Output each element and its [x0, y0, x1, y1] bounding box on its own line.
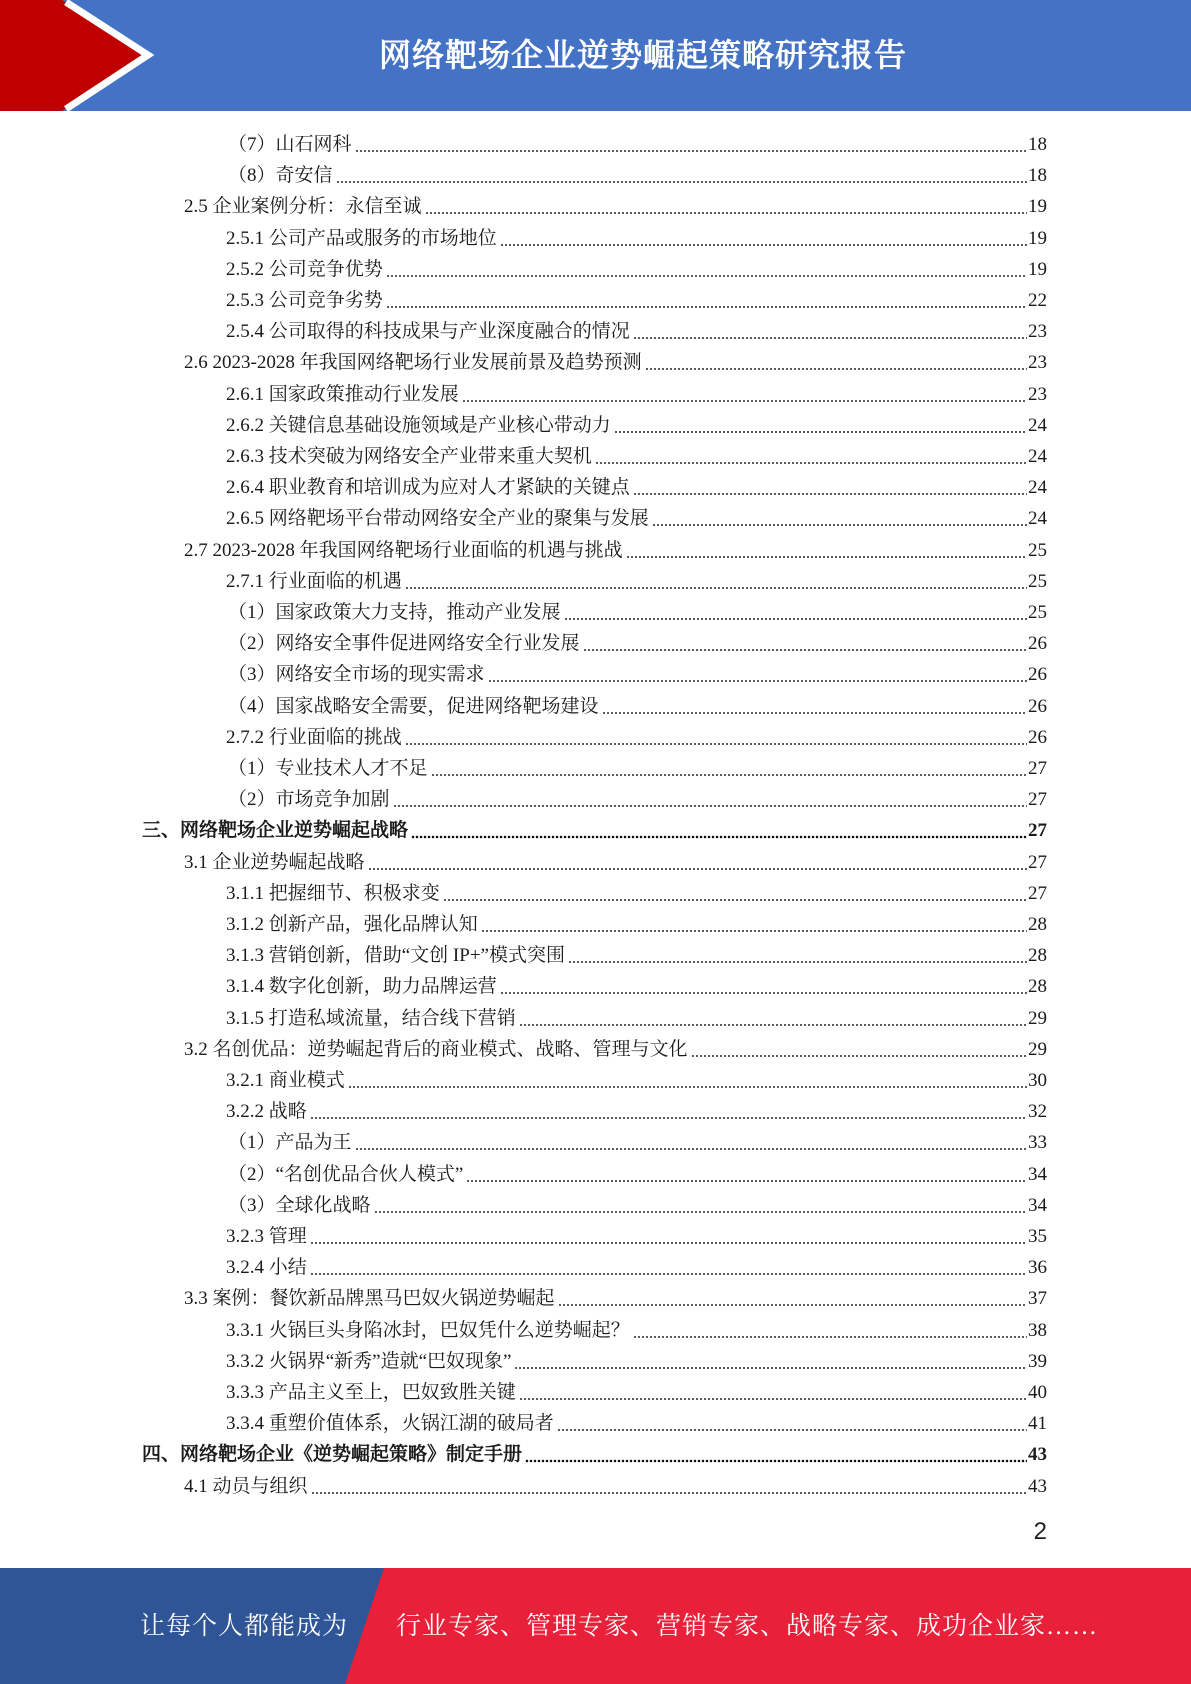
toc-entry-page: 28: [1028, 914, 1047, 935]
toc-entry-page: 37: [1028, 1288, 1047, 1310]
toc-dot-leader: [311, 1476, 1027, 1495]
toc-entry-title: 2.7.1 行业面临的机遇: [226, 570, 402, 592]
toc-dot-leader: [519, 1008, 1027, 1027]
toc-entry-title: 2.6.1 国家政策推动行业发展: [226, 383, 459, 405]
toc-entry-page: 34: [1028, 1163, 1047, 1185]
page-number: 2: [1033, 1518, 1047, 1545]
toc-entry-title: 2.5.2 公司竞争优势: [226, 258, 383, 280]
toc-entry[interactable]: [226, 1219, 1047, 1250]
toc-entry[interactable]: [142, 813, 1047, 844]
toc-dot-leader: [405, 571, 1027, 590]
toc-entry[interactable]: [226, 221, 1047, 252]
toc-entry-title: 3.2.2 战略: [226, 1101, 307, 1123]
toc-entry-title: 四、网络靶场企业《逆势崛起策略》制定手册: [142, 1444, 523, 1466]
toc-entry-title: 3.1 企业逆势崛起战略: [184, 851, 365, 873]
toc-entry-page: 24: [1028, 414, 1047, 436]
toc-dot-leader: [500, 228, 1027, 247]
toc-dot-leader: [374, 1195, 1027, 1214]
toc-dot-leader: [310, 1226, 1027, 1245]
toc-entry-page: 41: [1028, 1413, 1047, 1435]
toc-entry-title: 4.1 动员与组织: [184, 1475, 308, 1497]
toc-dot-leader: [411, 820, 1027, 839]
toc-entry[interactable]: [226, 1313, 1047, 1344]
toc-dot-leader: [405, 727, 1027, 746]
toc-entry-page: 24: [1028, 446, 1047, 467]
toc-entry-page: 23: [1028, 383, 1047, 405]
toc-entry[interactable]: [184, 845, 1047, 876]
toc-entry-title: 2.5.3 公司竞争劣势: [226, 290, 383, 311]
toc-entry[interactable]: [226, 283, 1047, 314]
toc-entry-page: 33: [1028, 1132, 1047, 1154]
toc-entry[interactable]: [226, 720, 1047, 751]
toc-entry-page: 25: [1028, 570, 1047, 592]
toc-entry-page: 26: [1028, 726, 1047, 748]
toc-entry-page: 29: [1028, 1007, 1047, 1029]
toc-entry-title: 3.2 名创优品：逆势崛起背后的商业模式、战略、管理与文化: [184, 1038, 688, 1060]
toc-entry[interactable]: [226, 1344, 1047, 1375]
toc-dot-leader: [462, 384, 1027, 403]
toc-dot-leader: [614, 415, 1027, 434]
toc-entry-title: 2.6.2 关键信息基础设施领域是产业核心带动力: [226, 414, 611, 436]
toc-entry-title: （4）国家战略安全需要，促进网络靶场建设: [228, 695, 599, 717]
toc-entry-page: 22: [1028, 290, 1047, 311]
toc-dot-leader: [633, 1320, 1027, 1339]
toc-entry-page: 27: [1028, 789, 1047, 811]
toc-entry[interactable]: [226, 377, 1047, 408]
toc-entry[interactable]: [226, 1375, 1047, 1406]
toc-dot-leader: [633, 321, 1027, 340]
toc-entry[interactable]: [226, 314, 1047, 345]
toc-entry[interactable]: [226, 907, 1047, 938]
toc-entry-title: 3.1.2 创新产品，强化品牌认知: [226, 914, 478, 935]
toc-entry-page: 39: [1028, 1350, 1047, 1372]
toc-entry-title: 3.1.5 打造私域流量，结合线下营销: [226, 1007, 516, 1029]
toc-dot-leader: [652, 508, 1027, 527]
toc-dot-leader: [355, 134, 1027, 153]
toc-entry-page: 38: [1028, 1319, 1047, 1341]
toc-entry-page: 43: [1028, 1475, 1047, 1497]
toc-entry[interactable]: [226, 1094, 1047, 1125]
toc-dot-leader: [557, 1413, 1027, 1432]
toc-dot-leader: [336, 165, 1027, 184]
toc-entry-page: 36: [1028, 1257, 1047, 1279]
toc-entry-title: 2.6.4 职业教育和培训成为应对人才紧缺的关键点: [226, 477, 630, 499]
toc-entry[interactable]: [228, 626, 1047, 657]
toc-entry-page: 24: [1028, 477, 1047, 499]
toc-entry-page: 32: [1028, 1101, 1047, 1123]
toc-entry-title: 3.3 案例：餐饮新品牌黑马巴奴火锅逆势崛起: [184, 1288, 555, 1310]
toc-entry[interactable]: [228, 782, 1047, 813]
toc-entry-title: 2.6.3 技术突破为网络安全产业带来重大契机: [226, 446, 592, 467]
toc-entry-page: 27: [1028, 758, 1047, 779]
toc-entry-page: 40: [1028, 1382, 1047, 1403]
report-header: [0, 0, 1191, 111]
toc-dot-leader: [425, 196, 1027, 215]
toc-entry[interactable]: [184, 1469, 1047, 1500]
toc-entry-title: 3.2.4 小结: [226, 1257, 307, 1279]
toc-dot-leader: [525, 1444, 1027, 1463]
toc-entry[interactable]: [226, 969, 1047, 1000]
report-title: 网络靶场企业逆势崛起策略研究报告: [378, 36, 907, 74]
toc-entry-page: 19: [1028, 258, 1047, 280]
toc-dot-leader: [348, 1070, 1027, 1089]
toc-entry-page: 23: [1028, 352, 1047, 374]
toc-entry-title: （1）专业技术人才不足: [228, 758, 428, 779]
toc-entry-title: 2.6.5 网络靶场平台带动网络安全产业的聚集与发展: [226, 508, 649, 530]
toc-dot-leader: [602, 696, 1027, 715]
toc-entry-title: 3.3.1 火锅巨头身陷冰封，巴奴凭什么逆势崛起？: [226, 1319, 630, 1341]
toc-dot-leader: [443, 883, 1027, 902]
toc-entry-title: （8）奇安信: [228, 165, 333, 187]
toc-entry[interactable]: [228, 751, 1047, 782]
toc-dot-leader: [431, 758, 1027, 777]
toc-entry-page: 27: [1028, 851, 1047, 873]
toc-dot-leader: [355, 1132, 1027, 1151]
toc-entry-title: 3.1.3 营销创新，借助“文创 IP+”模式突围: [226, 945, 565, 967]
toc-dot-leader: [386, 290, 1027, 309]
toc-entry-title: 2.7.2 行业面临的挑战: [226, 726, 402, 748]
toc-entry[interactable]: [184, 533, 1047, 564]
toc-entry[interactable]: [226, 501, 1047, 532]
toc-entry-title: 3.2.1 商业模式: [226, 1070, 345, 1091]
toc-entry[interactable]: [226, 876, 1047, 907]
toc-entry[interactable]: [228, 127, 1047, 158]
toc-entry-title: （2）“名创优品合伙人模式”: [228, 1163, 464, 1185]
toc-entry[interactable]: [226, 1250, 1047, 1281]
toc-entry-page: 34: [1028, 1194, 1047, 1216]
toc-entry-title: （1）国家政策大力支持，推动产业发展: [228, 602, 561, 623]
toc-entry-title: 3.1.4 数字化创新，助力品牌运营: [226, 976, 497, 998]
toc-entry-page: 28: [1028, 976, 1047, 998]
toc-entry-title: 2.5.4 公司取得的科技成果与产业深度融合的情况: [226, 321, 630, 343]
footer-slogan-left: 让每个人都能成为: [140, 1613, 349, 1640]
toc-dot-leader: [500, 976, 1027, 995]
toc-entry[interactable]: [184, 345, 1047, 376]
toc-entry-page: 26: [1028, 633, 1047, 655]
toc-entry-title: （3）网络安全市场的现实需求: [228, 664, 485, 686]
toc-entry[interactable]: [226, 1001, 1047, 1032]
toc-dot-leader: [583, 633, 1027, 652]
toc-entry[interactable]: [228, 657, 1047, 688]
toc-entry[interactable]: [226, 408, 1047, 439]
toc-entry[interactable]: [226, 1063, 1047, 1094]
toc-entry[interactable]: [226, 252, 1047, 283]
toc-entry[interactable]: [226, 938, 1047, 969]
toc-dot-leader: [368, 852, 1027, 871]
toc-entry-page: 26: [1028, 664, 1047, 686]
toc-entry-page: 24: [1028, 508, 1047, 530]
toc-entry-page: 26: [1028, 695, 1047, 717]
toc-entry[interactable]: [228, 1188, 1047, 1219]
toc-entry[interactable]: [228, 1125, 1047, 1156]
toc-entry-title: （7）山石网科: [228, 134, 352, 155]
toc-entry-title: （2）网络安全事件促进网络安全行业发展: [228, 633, 580, 655]
toc-entry-title: 三、网络靶场企业逆势崛起战略: [142, 820, 409, 842]
toc-entry[interactable]: [228, 1157, 1047, 1188]
toc-entry-page: 43: [1028, 1444, 1047, 1466]
toc-dot-leader: [310, 1257, 1027, 1276]
toc-entry[interactable]: [184, 189, 1047, 220]
toc-entry[interactable]: [228, 158, 1047, 189]
toc-entry-page: 19: [1028, 227, 1047, 249]
toc-entry-page: 25: [1028, 539, 1047, 561]
toc-dot-leader: [558, 1288, 1027, 1307]
toc-entry-title: （1）产品为王: [228, 1132, 352, 1154]
toc-entry-title: 2.5 企业案例分析：永信至诚: [184, 196, 422, 218]
toc-entry-page: 19: [1028, 196, 1047, 218]
toc-entry-title: 2.5.1 公司产品或服务的市场地位: [226, 227, 497, 249]
toc-entry-page: 18: [1028, 165, 1047, 187]
toc-entry[interactable]: [184, 1281, 1047, 1312]
toc-dot-leader: [691, 1039, 1027, 1058]
toc-entry-title: 2.7 2023-2028 年我国网络靶场行业面临的机遇与挑战: [184, 539, 623, 561]
toc-dot-leader: [481, 914, 1027, 933]
toc-entry-page: 25: [1028, 602, 1047, 623]
toc-dot-leader: [595, 446, 1027, 465]
toc-entry-page: 30: [1028, 1070, 1047, 1091]
toc-entry-page: 18: [1028, 134, 1047, 155]
toc-entry-page: 23: [1028, 321, 1047, 343]
toc-entry[interactable]: [228, 595, 1047, 626]
toc-dot-leader: [514, 1351, 1027, 1370]
toc-entry[interactable]: [142, 1437, 1047, 1468]
toc-dot-leader: [568, 945, 1027, 964]
toc-entry-title: （3）全球化战略: [228, 1194, 371, 1216]
toc-entry[interactable]: [226, 470, 1047, 501]
toc-entry[interactable]: [226, 439, 1047, 470]
toc-dot-leader: [466, 1164, 1027, 1183]
toc-dot-leader: [393, 789, 1027, 808]
toc-entry-page: 28: [1028, 945, 1047, 967]
toc-entry-title: 3.1.1 把握细节、积极求变: [226, 882, 440, 904]
toc-dot-leader: [519, 1382, 1027, 1401]
toc-entry-page: 29: [1028, 1038, 1047, 1060]
toc-entry-title: 3.3.2 火锅界“新秀”造就“巴奴现象”: [226, 1350, 512, 1372]
toc-dot-leader: [633, 477, 1027, 496]
toc-entry[interactable]: [228, 689, 1047, 720]
report-footer: [0, 1568, 1191, 1684]
toc-dot-leader: [310, 1101, 1027, 1120]
toc-entry-title: 3.3.4 重塑价值体系，火锅江湖的破局者: [226, 1413, 554, 1435]
toc-entry-title: （2）市场竞争加剧: [228, 789, 390, 811]
toc-entry[interactable]: [226, 1406, 1047, 1437]
toc-entry-title: 3.2.3 管理: [226, 1226, 307, 1247]
toc-entry-page: 27: [1028, 882, 1047, 904]
toc-dot-leader: [626, 540, 1027, 559]
toc-dot-leader: [386, 259, 1027, 278]
footer-slogan-right: 行业专家、管理专家、营销专家、战略专家、成功企业家……: [396, 1613, 1099, 1640]
toc-entry[interactable]: [226, 564, 1047, 595]
toc-entry-title: 2.6 2023-2028 年我国网络靶场行业发展前景及趋势预测: [184, 352, 642, 374]
toc-entry-page: 35: [1028, 1226, 1047, 1247]
toc-dot-leader: [645, 352, 1027, 371]
toc-dot-leader: [488, 664, 1027, 683]
toc-dot-leader: [564, 602, 1027, 621]
toc-entry-page: 27: [1028, 820, 1047, 842]
toc-entry-title: 3.3.3 产品主义至上，巴奴致胜关键: [226, 1382, 516, 1403]
toc-entry[interactable]: [184, 1032, 1047, 1063]
